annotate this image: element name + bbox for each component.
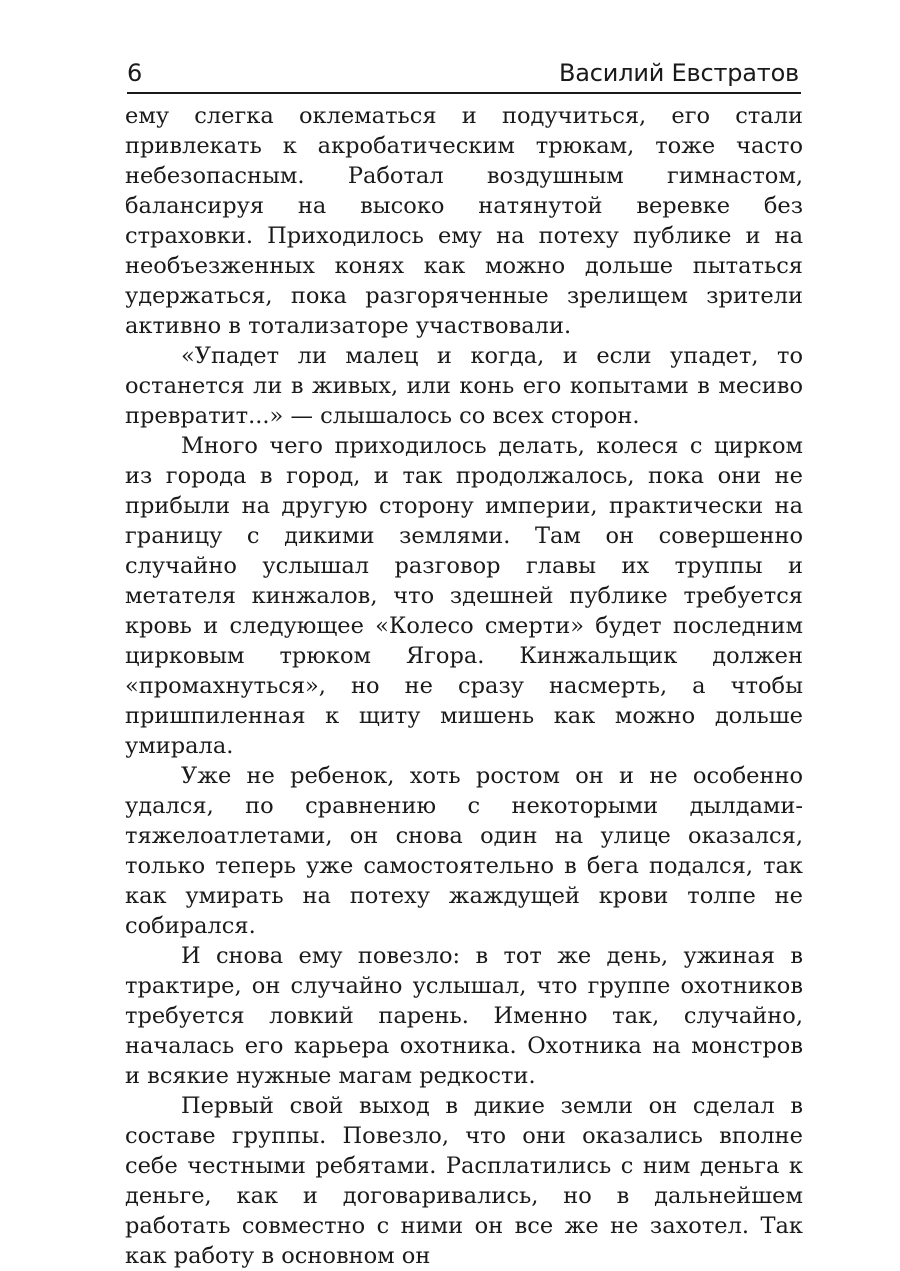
paragraph: Много чего приходилось делать, колеся с цирком из города в город, и так продолжалось, пока они не прибыли на другую сторону империи, практически на границу с дикими землями. Там он совершенно случайно услышал разговор главы их труппы и метателя кинжалов, что здешней публике требуется кровь и следующее «Колесо смерти» будет последним цирковым трюком Ягора. Кинжальщик должен «промахнуться», но не сразу насмерть, а чтобы пришпиленная к щиту мишень как можно дольше умирала.	[125, 433, 803, 759]
paragraph: ему слегка оклематься и подучиться, его стали привлекать к акробатическим трюкам, тоже часто небезопасным. Работал воздушным гимнастом, балансируя на высоко натянутой веревке без страховки. Приходилось ему на потеху публике и на необъезженных конях как можно дольше пытаться удержаться, пока разгоряченные зрелищем зрители активно в тотализаторе участвовали.	[125, 103, 803, 339]
page-number: 6	[127, 59, 143, 87]
body-text	[125, 101, 803, 1271]
paragraph: «Упадет ли малец и когда, и если упадет, то останется ли в живых, или конь его копытами в месиво превратит...» — слышалось со всех сторон.	[125, 343, 803, 429]
page-header	[127, 52, 801, 94]
paragraph: Уже не ребенок, хоть ростом он и не особенно удался, по сравнению с некоторыми дылдами-тяжелоатлетами, он снова один на улице оказался, только теперь уже самостоятельно в бега подался, так как умирать на потеху жаждущей крови толпе не собирался.	[125, 763, 803, 939]
running-head-author: Василий Евстратов	[559, 59, 799, 87]
paragraph: Первый свой выход в дикие земли он сделал в составе группы. Повезло, что они оказались вполне себе честными ребятами. Расплатились с ним деньга к деньге, как и договаривались, но в дальнейшем работать совместно с ними он все же не захотел. Так как работу в основном он	[125, 1093, 803, 1269]
paragraph: И снова ему повезло: в тот же день, ужиная в трактире, он случайно услышал, что группе охотников требуется ловкий парень. Именно так, случайно, началась его карьера охотника. Охотника на монстров и всякие нужные магам редкости.	[125, 943, 803, 1089]
